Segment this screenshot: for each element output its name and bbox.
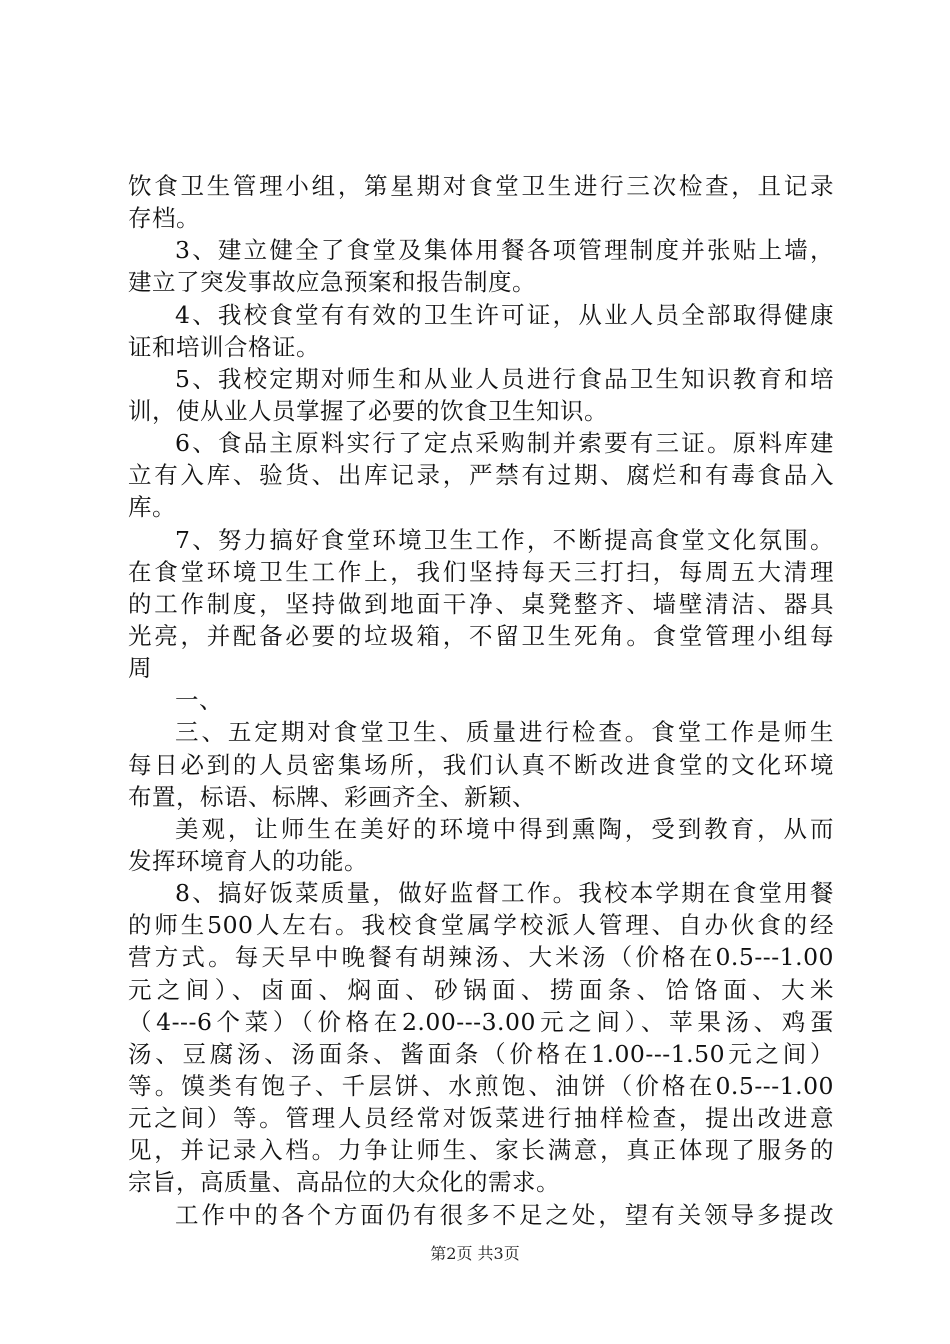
text-line: 元之间）等。管理人员经常对饭菜进行抽样检查，提出改进意: [128, 1104, 834, 1133]
text-line: 一、: [175, 686, 223, 715]
text-line: 汤、豆腐汤、汤面条、酱面条（价格在1.00---1.50元之间）: [128, 1039, 834, 1068]
text-line: 训，使从业人员掌握了必要的饮食卫生知识。: [128, 396, 608, 425]
text-line: 工作中的各个方面仍有很多不足之处，望有关领导多提改: [175, 1200, 834, 1229]
text-line: 7、努力搞好食堂环境卫生工作，不断提高食堂文化氛围。: [175, 525, 834, 554]
text-line: 等。馍类有饱子、千层饼、水煎饱、油饼（价格在0.5---1.00: [128, 1071, 834, 1100]
text-line: 的工作制度，坚持做到地面干净、桌凳整齐、墙壁清洁、器具: [128, 589, 834, 618]
text-line: 三、五定期对食堂卫生、质量进行检查。食堂工作是师生: [175, 718, 834, 747]
page-footer: 第2页 共3页: [430, 1244, 520, 1263]
text-line: 5、我校定期对师生和从业人员进行食品卫生知识教育和培: [175, 364, 834, 393]
text-line: 4、我校食堂有有效的卫生许可证，从业人员全部取得健康: [175, 300, 834, 329]
text-line: 8、搞好饭菜质量，做好监督工作。我校本学期在食堂用餐: [175, 879, 834, 908]
text-line: 3、建立健全了食堂及集体用餐各项管理制度并张贴上墙，: [175, 236, 834, 265]
text-line: 证和培训合格证。: [128, 332, 320, 361]
text-line: 元之间）、卤面、焖面、砂锅面、捞面条、饸饹面、大米: [128, 975, 834, 1004]
text-line: 立有入库、验货、出库记录，严禁有过期、腐烂和有毒食品入: [128, 461, 834, 490]
text-line: 营方式。每天早中晚餐有胡辣汤、大米汤（价格在0.5---1.00: [128, 943, 834, 972]
text-line: （4---6个菜）（价格在2.00---3.00元之间）、苹果汤、鸡蛋: [128, 1007, 834, 1036]
text-line: 在食堂环境卫生工作上，我们坚持每天三打扫，每周五大清理: [128, 557, 834, 586]
text-line: 每日必到的人员密集场所，我们认真不断改进食堂的文化环境: [128, 750, 834, 779]
text-line: 建立了突发事故应急预案和报告制度。: [128, 268, 536, 297]
text-line: 布置，标语、标牌、彩画齐全、新颖、: [128, 782, 536, 811]
text-line: 美观，让师生在美好的环境中得到熏陶，受到教育，从而: [175, 814, 834, 843]
text-line: 光亮，并配备必要的垃圾箱，不留卫生死角。食堂管理小组每: [128, 621, 834, 650]
text-line: 发挥环境育人的功能。: [128, 846, 368, 875]
text-line: 周: [128, 654, 152, 683]
text-line: 的师生500人左右。我校食堂属学校派人管理、自办伙食的经: [128, 911, 834, 940]
text-line: 宗旨，高质量、高品位的大众化的需求。: [128, 1168, 560, 1197]
text-line: 库。: [128, 493, 176, 522]
text-line: 见，并记录入档。力争让师生、家长满意，真正体现了服务的: [128, 1136, 834, 1165]
text-line: 存档。: [128, 204, 200, 233]
text-line: 6、食品主原料实行了定点采购制并索要有三证。原料库建: [175, 429, 834, 458]
text-line: 饮食卫生管理小组，第星期对食堂卫生进行三次检查，且记录: [128, 172, 834, 200]
document-body: [128, 170, 834, 1231]
